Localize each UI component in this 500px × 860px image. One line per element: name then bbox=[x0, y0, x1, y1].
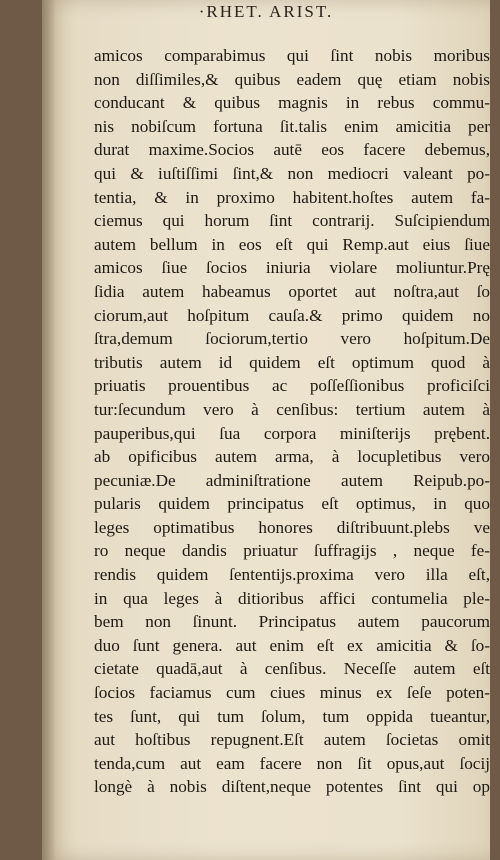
text-line: cietate quadā,aut à cenſibus. Neceſſe autem eſt bbox=[94, 659, 490, 679]
body-text bbox=[94, 44, 490, 799]
text-line: duo ſunt genera. aut enim eſt ex amicitia & ſo- bbox=[94, 635, 490, 655]
text-line: autem bellum in eos eſt qui Remp.aut eius ſiue bbox=[94, 234, 490, 254]
text-line: durat maxime.Socios autē eos facere debemus, bbox=[94, 140, 490, 160]
text-line: pauperibus,qui ſua corpora miniſterijs prębent. bbox=[94, 423, 490, 443]
text-line: pecuniæ.De adminiſtratione autem Reipub.po- bbox=[94, 470, 490, 490]
text-line: ſocios faciamus cum ciues minus ex ſeſe poten- bbox=[94, 683, 490, 703]
text-line: tenda,cum aut eam facere non ſit opus,aut ſocij bbox=[94, 753, 490, 773]
text-line: amicos ſiue ſocios iniuria violare moliuntur.Prę bbox=[94, 258, 490, 278]
text-line: ſidia autem habeamus oportet aut noſtra,aut ſo bbox=[94, 281, 490, 301]
text-line: rendis quidem ſententijs.proxima vero illa eſt, bbox=[94, 565, 490, 585]
text-line: nis nobiſcum fortuna ſit.talis enim amicitia per bbox=[94, 116, 490, 136]
text-line: in qua leges à ditioribus affici contumelia ple- bbox=[94, 588, 490, 608]
text-line: tributis autem id quidem eſt optimum quod à bbox=[94, 352, 490, 372]
page-gutter-shadow bbox=[42, 0, 56, 860]
text-line: longè à nobis diſtent,neque potentes ſint qui op bbox=[94, 777, 490, 797]
text-line: tur:ſecundum vero à cenſibus: tertium autem à bbox=[94, 399, 490, 419]
text-line: qui & iuſtiſſimi ſint,& non mediocri valeant po- bbox=[94, 163, 490, 183]
text-line: aut hoſtibus repugnent.Eſt autem ſocietas omit bbox=[94, 730, 490, 750]
text-line: ciemus qui horum ſint contrarij. Suſcipiendum bbox=[94, 211, 490, 231]
text-line: tes ſunt, qui tum ſolum, tum oppida tueantur, bbox=[94, 706, 490, 726]
text-line: pularis quidem principatus eſt optimus, in quo bbox=[94, 494, 490, 514]
text-line: bem non ſinunt. Principatus autem paucorum bbox=[94, 612, 490, 632]
text-line: ſtra,demum ſociorum,tertio vero hoſpitum.De bbox=[94, 329, 490, 349]
running-head: ·RHET. ARIST. bbox=[198, 2, 334, 21]
text-line: ab opificibus autem arma, à locupletibus vero bbox=[94, 447, 490, 467]
book-page bbox=[42, 0, 490, 860]
text-line: non diſſimiles,& quibus eadem quę etiam nobis bbox=[94, 69, 490, 89]
text-line: tentia, & in proximo habitent.hoſtes autem fa- bbox=[94, 187, 490, 207]
text-line: leges optimatibus honores diſtribuunt.plebs ve bbox=[94, 517, 490, 537]
text-line: ciorum,aut hoſpitum cauſa.& primo quidem no bbox=[94, 305, 490, 325]
text-line: ro neque dandis priuatur ſuffragijs , neque fe- bbox=[94, 541, 490, 561]
text-line: priuatis prouentibus ac poſſeſſionibus proficiſci bbox=[94, 376, 490, 396]
text-line: amicos comparabimus qui ſint nobis moribus bbox=[94, 46, 490, 65]
text-line: conducant & quibus magnis in rebus commu- bbox=[94, 93, 490, 113]
